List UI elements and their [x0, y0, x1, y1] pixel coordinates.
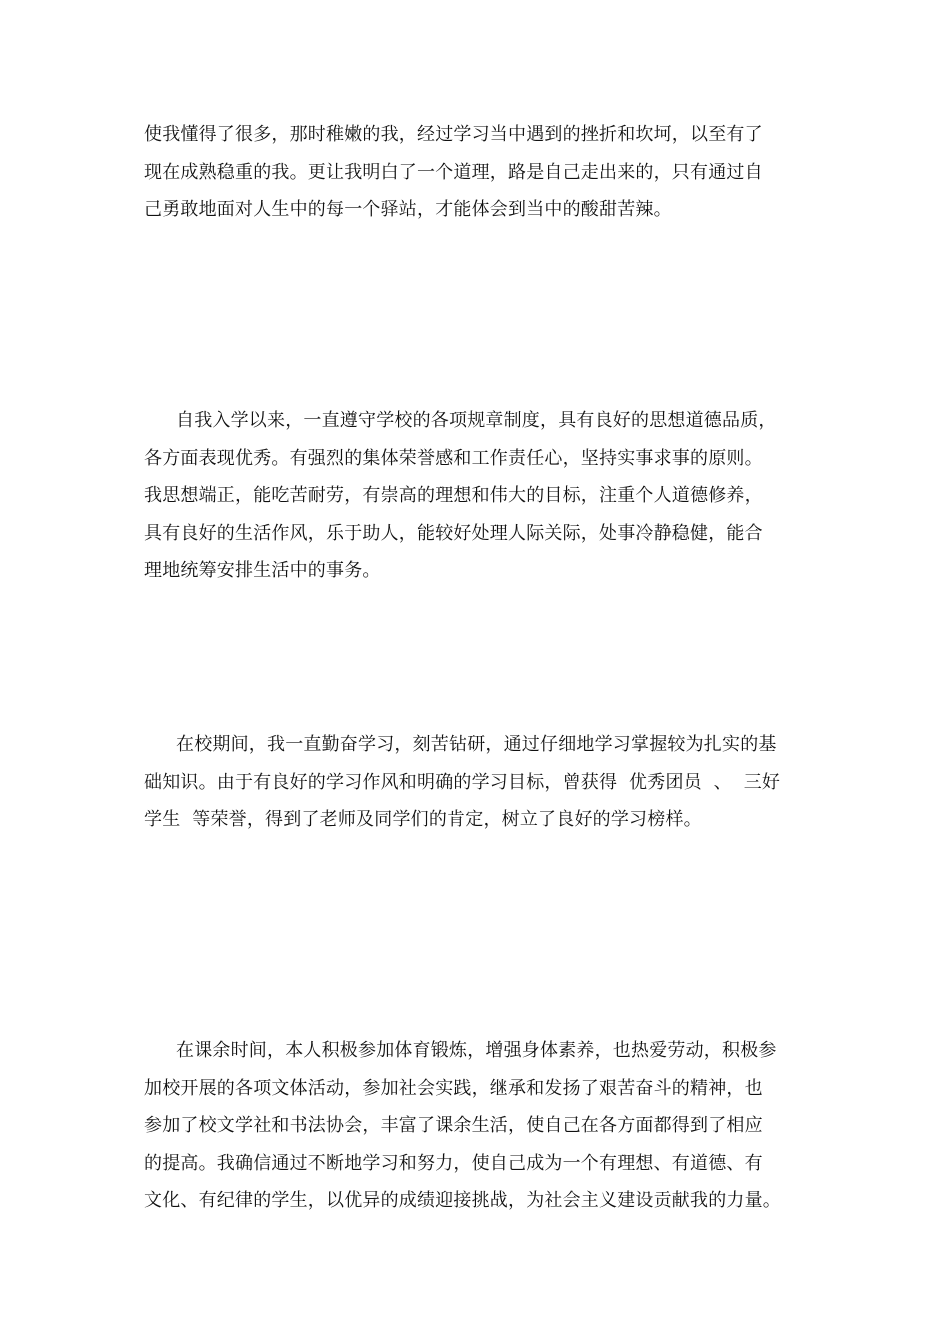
paragraph-line: 各方面表现优秀。有强烈的集体荣誉感和工作责任心，坚持实事求事的原则。: [144, 447, 763, 469]
paragraph-line: 在校期间，我一直勤奋学习，刻苦钻研，通过仔细地学习掌握较为扎实的基: [176, 734, 777, 755]
paragraph-line: 我思想端正，能吃苦耐劳，有崇高的理想和伟大的目标，注重个人道德修养，: [144, 485, 763, 506]
paragraph-line: 础知识。由于有良好的学习作风和明确的学习目标，曾获得 优秀团员 、 三好: [144, 771, 781, 793]
paragraph-1: [144, 116, 824, 229]
paragraph-line: 理地统筹安排生活中的事务。: [144, 560, 381, 581]
paragraph-line: 加校开展的各项文体活动，参加社会实践，继承和发扬了艰苦奋斗的精神，也: [144, 1077, 763, 1099]
paragraph-2: [144, 402, 824, 590]
paragraph-line: 现在成熟稳重的我。更让我明白了一个道理，路是自己走出来的，只有通过自: [144, 161, 763, 183]
paragraph-3: [144, 726, 824, 839]
paragraph-line: 己勇敢地面对人生中的每一个驿站，才能体会到当中的酸甜苦辣。: [144, 199, 672, 220]
paragraph-line: 学生 等荣誉，得到了老师及同学们的肯定，树立了良好的学习榜样。: [144, 809, 702, 830]
paragraph-line: 自我入学以来，一直遵守学校的各项规章制度，具有良好的思想道德品质，: [176, 410, 777, 431]
paragraph-line: 使我懂得了很多，那时稚嫩的我，经过学习当中遇到的挫折和坎坷，以至有了: [144, 124, 763, 145]
paragraph-line: 在课余时间，本人积极参加体育锻炼，增强身体素养，也热爱劳动，积极参: [176, 1040, 777, 1061]
paragraph-line: 具有良好的生活作风，乐于助人，能较好处理人际关际，处事冷静稳健，能合: [144, 522, 763, 544]
paragraph-line: 参加了校文学社和书法协会，丰富了课余生活，使自己在各方面都得到了相应: [144, 1115, 763, 1136]
paragraph-line: 的提高。我确信通过不断地学习和努力，使自己成为一个有理想、有道德、有: [144, 1152, 763, 1174]
paragraph-4: [144, 1032, 824, 1220]
paragraph-line: 文化、有纪律的学生，以优异的成绩迎接挑战，为社会主义建设贡献我的力量。: [144, 1190, 781, 1211]
